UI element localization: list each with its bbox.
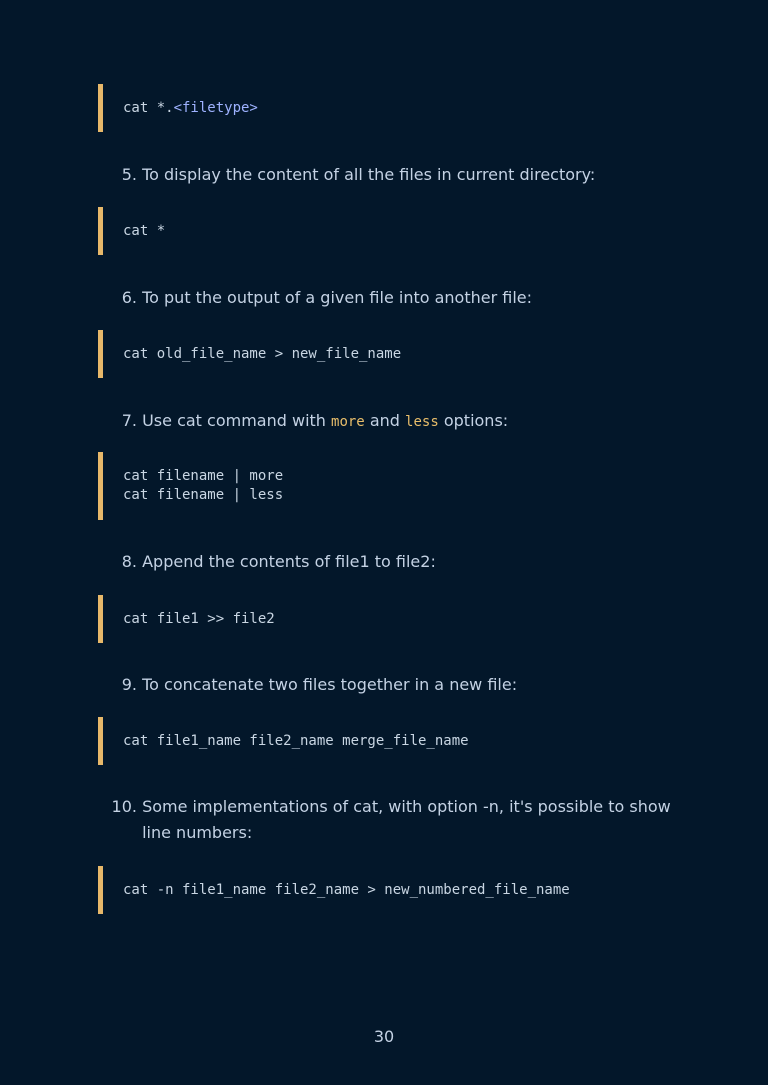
code-line: cat old_file_name > new_file_name <box>123 345 402 362</box>
inline-code-more: more <box>331 414 365 430</box>
code-block-filetype <box>98 84 698 132</box>
list-text <box>137 549 704 575</box>
list-number: 5. <box>121 165 137 184</box>
code-block-6 <box>98 330 698 378</box>
code-line: cat file1_name file2_name merge_file_name <box>123 732 469 749</box>
code-placeholder: <filetype> <box>173 99 258 116</box>
code-block-9 <box>98 717 698 765</box>
list-item-6 <box>104 285 704 311</box>
list-item-7 <box>104 408 704 435</box>
list-text <box>137 285 704 311</box>
code-line: cat -n file1_name file2_name > new_numbered_file_name <box>123 881 570 898</box>
list-item-5 <box>104 162 704 188</box>
code-line: cat * <box>123 222 166 239</box>
list-text-before: Use cat command with <box>142 411 326 430</box>
list-number: 7. <box>121 411 137 430</box>
list-item-10 <box>104 794 704 846</box>
page-number: 30 <box>373 1027 395 1046</box>
list-number: 9. <box>121 675 137 694</box>
list-item-9 <box>104 672 704 698</box>
code-line <box>123 99 698 118</box>
list-text-after: options: <box>443 411 509 430</box>
list-text-line1: Some implementations of cat, with option -n, it's possible to show <box>142 797 671 816</box>
code-line: cat file1 >> file2 <box>123 610 275 627</box>
inline-code-less: less <box>405 414 439 430</box>
list-text <box>137 794 704 846</box>
list-text <box>137 162 704 188</box>
code-block-10 <box>98 866 698 914</box>
list-number: 6. <box>121 288 137 307</box>
list-text <box>137 408 704 435</box>
list-text-line2: line numbers: <box>142 823 253 842</box>
list-text-content: To put the output of a given file into another file: <box>142 288 533 307</box>
list-text <box>137 672 704 698</box>
list-text-content: To display the content of all the files in current directory: <box>142 165 596 184</box>
code-block-7 <box>98 452 698 520</box>
list-text-content: Append the contents of file1 to file2: <box>142 552 436 571</box>
code-block-5 <box>98 207 698 255</box>
code-text: cat *. <box>123 99 174 116</box>
list-number: 10. <box>111 797 137 816</box>
code-line: cat filename | more <box>123 468 284 484</box>
code-block-8 <box>98 595 698 643</box>
list-text-mid: and <box>369 411 400 430</box>
list-text-content: To concatenate two files together in a new file: <box>142 675 518 694</box>
code-line: cat filename | less <box>123 487 284 503</box>
list-item-8 <box>104 549 704 575</box>
list-number: 8. <box>121 552 137 571</box>
